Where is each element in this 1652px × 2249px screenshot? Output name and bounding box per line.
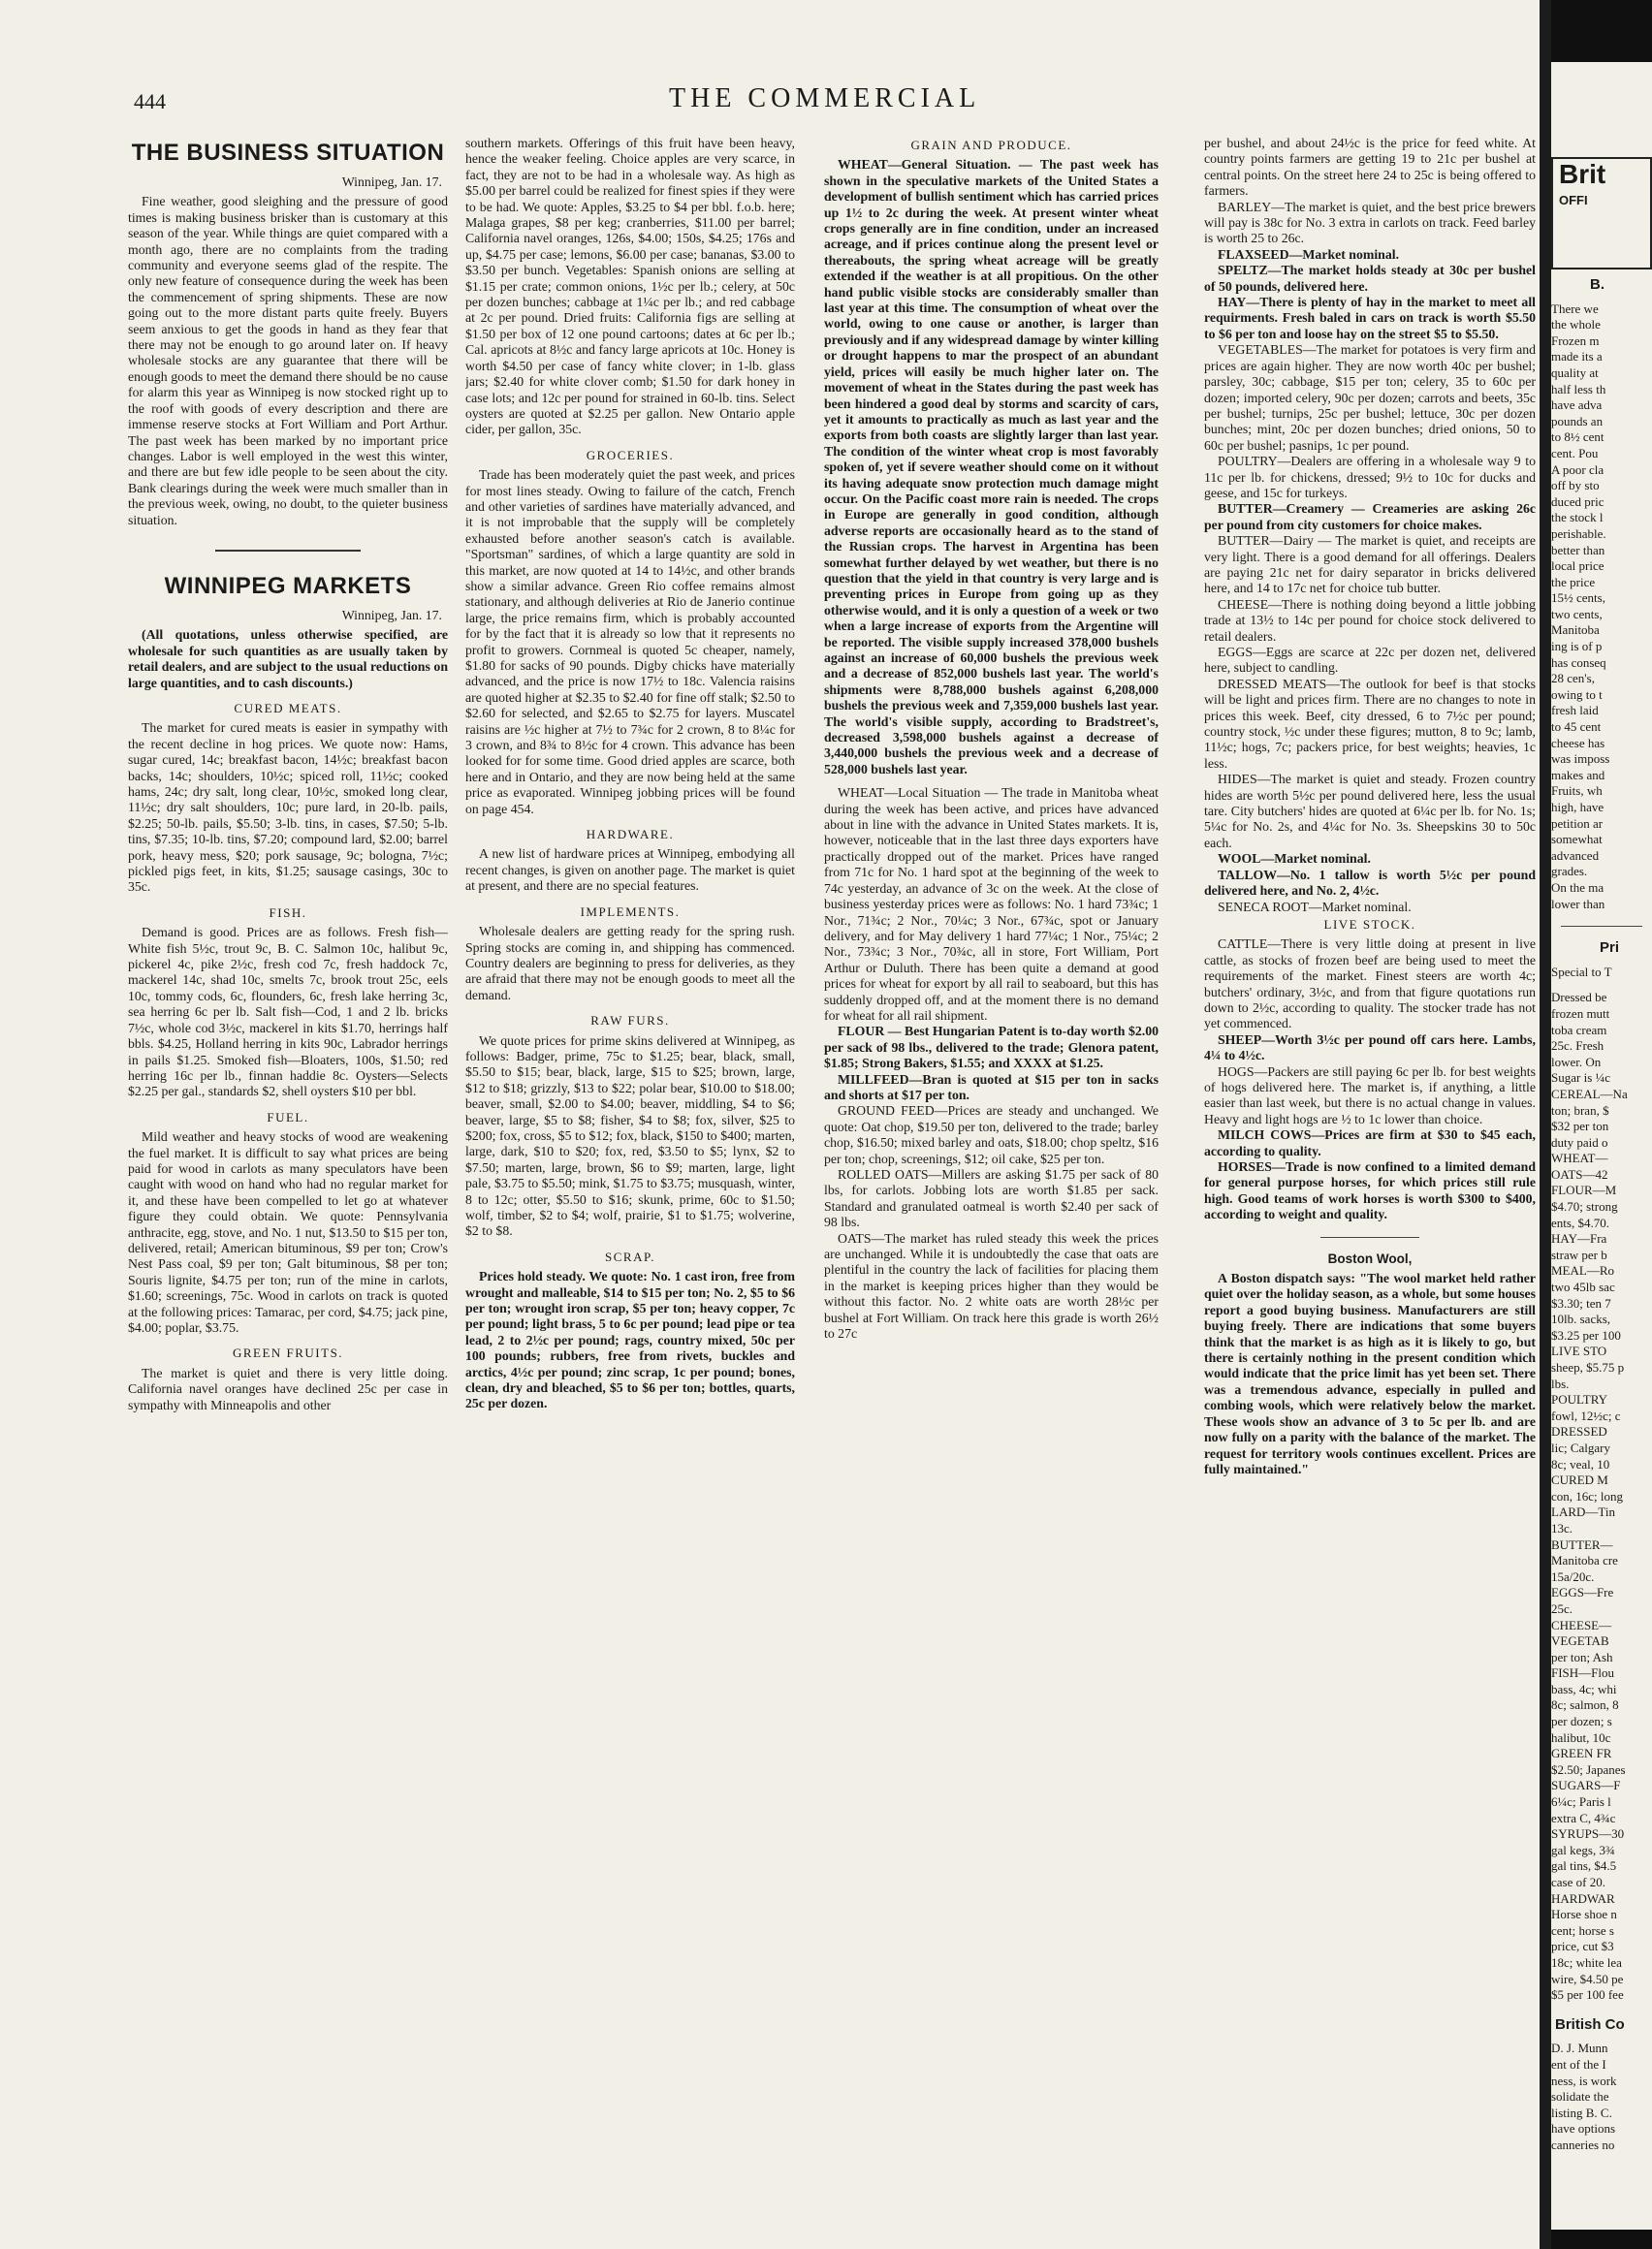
facing-text-line: solidate the (1551, 2089, 1609, 2105)
column-2 (465, 136, 795, 2210)
facing-text-line: Sugar is ¼c (1551, 1070, 1611, 1086)
facing-text-line: to 8½ cent (1551, 429, 1604, 445)
facing-text-line: the stock l (1551, 510, 1604, 525)
facing-text-line: wire, $4.50 pe (1551, 1971, 1624, 1986)
facing-box-title: Brit (1559, 159, 1606, 189)
facing-text-line: POULTRY (1551, 1392, 1608, 1408)
facing-text-line: Manitoba (1551, 622, 1600, 638)
facing-text-line: listing B. C. (1551, 2105, 1612, 2120)
facing-text-line: On the ma (1551, 879, 1604, 895)
cheese-paragraph: CHEESE—There is nothing doing beyond a little jobbing trade at 13½ to 14c per pound for choice stock delivered to retail dealers. (1204, 596, 1536, 644)
facing-text-line: per dozen; s (1551, 1714, 1612, 1729)
facing-text-line: LARD—Tin (1551, 1505, 1615, 1520)
facing-divider (1561, 926, 1642, 927)
flour-paragraph: FLOUR — Best Hungarian Patent is to-day worth $2.00 per sack of 98 lbs., delivered to the trade; Glenora patent, $1.85; Strong Bakers, $1.55; and XXXX at $1.25. (824, 1024, 1159, 1071)
millfeed-paragraph: MILLFEED—Bran is quoted at $15 per ton in sacks and shorts at $17 per ton. (824, 1071, 1159, 1102)
facing-text-line: BUTTER— (1551, 1536, 1613, 1552)
facing-text-line: 8c; veal, 10 (1551, 1456, 1610, 1472)
facing-text-line: perishable. (1551, 525, 1606, 541)
hides-paragraph: HIDES—The market is quiet and steady. Frozen country hides are worth 5½c per pound delivered here, less the usual tare. City butchers' hides are quoted at 6¼c per lb. for No. 1s; 5¼c for No. 2s, and 4¼c for No. 3s. Sheepskins 30 to 50c each. (1204, 772, 1536, 850)
facing-text-line: grades. (1551, 864, 1588, 879)
hay-paragraph: HAY—There is plenty of hay in the market to meet all requirments. Fresh baled in cars on track is worth $5.50 to $6 per ton and loose hay on the street $5 to $5.50. (1204, 295, 1536, 341)
facing-text-line: Dressed be (1551, 990, 1607, 1005)
facing-text-line: D. J. Munn (1551, 2041, 1608, 2056)
facing-text-line: was imposs (1551, 751, 1610, 767)
rolled-oats-paragraph: ROLLED OATS—Millers are asking $1.75 per sack of 80 lbs, for carlots. Jobbing lots are worth $1.85 per sack. Standard and granulated oatmeal is worth $2.40 per sack of 98 lbs. (824, 1167, 1159, 1230)
milch-cows-paragraph: MILCH COWS—Prices are firm at $30 to $45 each, according to quality. (1204, 1127, 1536, 1158)
facing-text-line: fresh laid (1551, 703, 1599, 718)
facing-text-line: ent of the I (1551, 2056, 1606, 2072)
facing-box-subtitle: OFFI (1559, 192, 1588, 207)
facing-text-line: VEGETAB (1551, 1633, 1609, 1649)
facing-text-line: cent; horse s (1551, 1922, 1614, 1938)
facing-text-line: ing is of p (1551, 639, 1603, 654)
page-number: 444 (134, 89, 166, 113)
heading-implements: IMPLEMENTS. (580, 903, 681, 919)
facing-text-line: bass, 4c; whi (1551, 1681, 1617, 1696)
vegetables-paragraph: VEGETABLES—The market for potatoes is very firm and prices are again higher. They are now worth 40c per bushel; parsley, 30c; cabbage, $15 per ton; celery, 35 to 60c per dozen; imported celery, 90c per dozen; carrots and beets, 35c per bushel; turnips, 25c per bushel; lettuce, 30c per dozen bunches; mint, 20c per dozen bunches; dried onions, 50 to 60c per bushel; pasnips, 1c per pound. (1204, 342, 1536, 453)
facing-text-line: fowl, 12½c; c (1551, 1408, 1621, 1423)
section-divider (215, 550, 361, 552)
facing-text-line: petition ar (1551, 815, 1604, 831)
facing-text-line: ness, is work (1551, 2073, 1617, 2088)
cured-meats-paragraph: The market for cured meats is easier in sympathy with the recent decline in hog prices. We quote now: Hams, sugar cured, 14c; breakfast bacon, 14½c; breakfast bacon backs, 14c; shoulders, 10½c; spiced roll, 11½c; cooked hams, 24c; dry salt, long clear, 10½c, smoked long clear, 11½c; dry salt shoulders, 10c; pure lard, in 20-lb. pails, $2.25; 50-lb. pails, $5.50; 3-lb. tins, in cases, $7.50; 5-lb. tins, $7.35; 10-lb. tins, $7.20; compound lard, $2.00; barrel pork, heavy mess, $20; pork sausage, 9c; bologna, 7½c; pickled pigs feet, in kits, $1.25; sausage casings, 30c to 35c. (128, 720, 448, 895)
butter-dairy-paragraph: BUTTER—Dairy — The market is quiet, and receipts are very light. There is a good demand for all offerings. Dealers are paying 21c net for dairy separator in bricks delivered here, and 14 to 17c net for choice tub butter. (1204, 533, 1536, 596)
eggs-paragraph: EGGS—Eggs are scarce at 22c per dozen net, delivered here, subject to candling. (1204, 645, 1536, 676)
facing-text-line: FISH—Flou (1551, 1665, 1615, 1681)
facing-text-line: $2.50; Japanes (1551, 1761, 1626, 1777)
facing-text-line: $4.70; strong (1551, 1199, 1618, 1215)
facing-text-line: 8c; salmon, 8 (1551, 1697, 1619, 1713)
facing-text-line: HAY—Fra (1551, 1231, 1607, 1247)
seneca-paragraph: SENECA ROOT—Market nominal. (1218, 899, 1412, 914)
facing-text-line: $3.25 per 100 (1551, 1327, 1621, 1343)
facing-text-line: has conseq (1551, 654, 1606, 670)
facing-text-line: to 45 cent (1551, 719, 1602, 735)
facing-special-line: Special to T (1551, 964, 1612, 979)
facing-text-line: Fruits, wh (1551, 783, 1603, 799)
quotations-note: (All quotations, unless otherwise specified, are wholesale for such quantities as are usually taken by retail dealers, and are subject to the usual reductions on large quantities, and to cash discounts.) (128, 627, 448, 690)
page-header (0, 83, 1652, 128)
facing-text-line: duty paid o (1551, 1134, 1608, 1150)
heading-fuel: FUEL. (267, 1109, 309, 1124)
facing-text-line: $5 per 100 fee (1551, 1987, 1624, 2003)
poultry-paragraph: POULTRY—Dealers are offering in a wholesale way 9 to 11c per lb. for chickens, dressed; 9½ to 10c for ducks and geese, and 15c for turkeys. (1204, 454, 1536, 500)
speltz-paragraph: SPELTZ—The market holds steady at 30c per bushel of 50 pounds, delivered here. (1204, 263, 1536, 294)
facing-text-line: pounds an (1551, 413, 1604, 428)
heading-raw-furs: RAW FURS. (590, 1013, 670, 1029)
facing-text-line: gal tins, $4.5 (1551, 1858, 1617, 1874)
business-paragraph: Fine weather, good sleighing and the pressure of good times is making business brisker than is customary at this season of the year. While things are quiet compared with a month ago, there are no complaints from the trading community and everyone seems glad of the respite. The only new feature of consequence during the week has been the commencement of spring shipments. These are now going out to the more distant parts quite freely. Buyers seem anxious to get the goods in hand as they fear that there may not be enough to go around later on. If heavy wholesale stocks are any guarantee that there will be enough goods to meet the demand there should be no cause for alarm this year as Winnipeg is now stocked right up to the roof with goods of every description and there are immense reserve stocks at Fort William and Port Arthur. The past week has been marked by no important price changes. Labor is well employed in the west this winter, and there are but few idle people to be seen about the city. Bank clearings during the week were much smaller than in the previous week, owing, no doubt, to the quieter business situation. (128, 194, 448, 527)
facing-text-line: 10lb. sacks, (1551, 1312, 1611, 1327)
facing-text-line: WHEAT— (1551, 1151, 1608, 1166)
facing-text-line: quality at (1551, 364, 1599, 380)
butter-creamery-paragraph: BUTTER—Creamery — Creameries are asking 26c per pound from city customers for choice makes. (1204, 501, 1536, 532)
facing-text-line: case of 20. (1551, 1875, 1605, 1889)
facing-text-line: 28 cen's, (1551, 671, 1595, 686)
facing-text-line: lbs. (1551, 1376, 1570, 1391)
facing-text-line: CEREAL—Na (1551, 1086, 1628, 1101)
heading-grain-produce: GRAIN AND PRODUCE. (910, 138, 1072, 152)
facing-text-line: LIVE STO (1551, 1344, 1607, 1359)
heading-green-fruits: GREEN FRUITS. (232, 1346, 344, 1361)
facing-heading-prices: Pri (1600, 939, 1620, 957)
facing-text-line: cheese has (1551, 735, 1605, 750)
facing-text-line: half less th (1551, 381, 1606, 396)
facing-text-line: HARDWAR (1551, 1890, 1615, 1906)
facing-text-line: 6¼c; Paris l (1551, 1794, 1611, 1810)
implements-paragraph: Wholesale dealers are getting ready for the spring rush. Spring stocks are coming in, and shipping has commenced. Country dealers are beginning to press for deliveries, as they are afraid that there may not be enough goods to meet all the demand. (465, 924, 795, 1002)
facing-text-line: ents, $4.70. (1551, 1215, 1609, 1230)
facing-text-line: lower. On (1551, 1054, 1602, 1069)
facing-text-line: FLOUR—M (1551, 1183, 1617, 1198)
facing-text-line: straw per b (1551, 1247, 1607, 1262)
facing-text-line: ton; bran, $ (1551, 1102, 1609, 1118)
section-divider-small (1320, 1237, 1419, 1238)
hogs-paragraph: HOGS—Packers are still paying 6c per lb. for best weights of hogs delivered here. The market is, if anything, a little easier than last week, but there is no actual change in values. Heavy and light hogs are ½ to 1c lower than choice. (1204, 1063, 1536, 1126)
column-4 (1204, 136, 1536, 2210)
facing-text-line: high, have (1551, 800, 1604, 814)
horses-paragraph: HORSES—Trade is now confined to a limited demand for general purpose horses, for which prices still rule high. Good teams of work horses is worth $300 to $400, according to weight and quality. (1204, 1159, 1536, 1222)
flaxseed-paragraph: FLAXSEED—Market nominal. (1218, 246, 1400, 262)
facing-text-line: cent. Pou (1551, 445, 1599, 460)
green-fruits-continued: southern markets. Offerings of this fruit have been heavy, hence the weaker feeling. Choice apples are very scarce, in fact, they are not to be had in a wholesale way. As high as $5.00 per barrel could be realized for finest spies if they were to be had. We quote: Apples, $3.25 to $4 per bbl. f.o.b. here; Malaga grapes, $8 per keg; cranberries, $11.00 per barrel; California navel oranges, 126s, $4.00; 150s, $4.25; 176s and up, $4.75 per case; lemons, $6.00 per case; bananas, $3.00 to $3.50 per bunch. Vegetables: Spanish onions are selling at $1.15 per crate; common onions, 1½c per lb.; celery, at 50c per dozen bunches; cabbage at 1¼c per lb.; and red cabbage at 2c per pound. Dried fruits: California figs are selling at $1.50 per box of 12 one pound cartoons; dates at 6c per lb.; Cal. apricots at 8½c and fancy large apricots at 10c. Honey is worth $4.50 per case of fancy white clover; in 1-lb. glass jars; $2.40 for white clover comb; $1.50 for dark honey in case lots; and 12c per pound for strained in 60-lb. tins. Select oysters are quoted at $2.25 per gallon. New Ontario apple cider, per gallon, 35c. (465, 136, 795, 437)
publication-title: THE COMMERCIAL (669, 83, 981, 113)
facing-text-block-2 (1551, 990, 1652, 2003)
facing-text-line: $32 per ton (1551, 1119, 1609, 1134)
groceries-paragraph: Trade has been moderately quiet the past week, and prices for most lines steady. Owing to failure of the catch, French and other varieties of sardines have materially advanced, and it is not improbable that the supply will be completely exhausted before another season's catch is available. "Sportsman" sardines, of which a large quantity are sold in this market, are now quoted at 14 to 14½c, and other brands show a similar advance. Green Rio coffee remains almost stationary, and although deliveries at Rio de Janerio continue large, the price remains firm, which is probably accounted for by the fact that it is already so low that it represents no profit to growers. Cornmeal is quoted 5c cheaper, namely, $1.80 for sacks of 90 pounds. Digby chicks have materially advanced, and the price is now 17½ to 18c. Valencia raisins are quoted higher at $2.35 to $2.40 for fine off stalk; $2.50 to $2.60 for selected, and $2.65 to $2.75 for layers. Muscatel raisins are ½c higher at 7½ to 7¾c for 2 crown, 8 to 8¼c for 3 crown, and 8¾ to 8½c for 4 crown. This advance has been looked for for some time. Good dried apples are scarce, both here and in Ontario, and they are now being held at the same price as evaporated. Winnipeg jobbing prices will be found on page 454. (465, 467, 795, 816)
facing-text-line: toba cream (1551, 1022, 1607, 1037)
facing-text-line: extra C, 4¾c (1551, 1810, 1616, 1825)
facing-heading-british: British Co (1555, 2015, 1625, 2033)
barley-continued: per bushel, and about 24½c is the price for feed white. At country points farmers are getting 19 to 21c per bushel at central points. On the street here 24 to 25c is being offered to farmers. (1204, 136, 1536, 199)
facing-text-block-1 (1551, 301, 1652, 913)
facing-text-line: 13c. (1551, 1520, 1573, 1536)
heading-fish: FISH. (269, 904, 307, 920)
facing-text-line: DRESSED (1551, 1424, 1607, 1440)
heading-scrap: SCRAP. (605, 1249, 655, 1264)
facing-text-line: halibut, 10c (1551, 1729, 1611, 1745)
facing-text-line: duced pric (1551, 493, 1604, 509)
cattle-paragraph: CATTLE—There is very little doing at present in live cattle, as stocks of frozen beef are being used to meet the requirements of the market. Finest steers are worth 4c; butchers' ordinary, 3½c, and from that figure quotations run down to 2½c, according to quality. The stocker trade has not yet commenced. (1204, 936, 1536, 1031)
dressed-meats-paragraph: DRESSED MEATS—The outlook for beef is that stocks will be light and prices firm. There are no changes to note in prices this week. Beef, city dressed, 6 to 7½c per pound; country stock, ½c under these figures; mutton, 8 to 9c; lamb, 11½c; hogs, 7c; packers price, for best weights; heavies, 1c less. (1204, 676, 1536, 771)
facing-text-line: two 45lb sac (1551, 1280, 1615, 1295)
facing-text-line: CURED M (1551, 1473, 1608, 1488)
facing-text-line: 25c. Fresh (1551, 1038, 1604, 1054)
facing-text-line: EGGS—Fre (1551, 1585, 1614, 1600)
markets-dateline: Winnipeg, Jan. 17. (341, 607, 442, 622)
page-gutter-shadow (1540, 0, 1551, 2249)
oats-paragraph: OATS—The market has ruled steady this week the prices are unchanged. While it is undoubtedly the case that oats are plentiful in the country the lack of facilities for placing them in the market is keeping prices higher than they would be without this factor. No. 2 white oats are worth 28½c per bushel at Fort William. On track here this grade is worth 26½ to 27c (824, 1230, 1159, 1342)
hardware-paragraph: A new list of hardware prices at Winnipeg, embodying all recent changes, is given on another page. The market is quiet at present, and there are no special features. (465, 846, 795, 894)
facing-text-line: CHEESE— (1551, 1617, 1612, 1632)
raw-furs-paragraph: We quote prices for prime skins delivered at Winnipeg, as follows: Badger, prime, 75c to $1.25; bear, black, small, $5.50 to $15; bear, black, large, $15 to $25; brown, large, $12 to $18; grizzly, $13 to $22; polar bear, $10.00 to $18.00; beaver, small, $2.00 to $4.00; beaver, middling, $4 to $6; beaver, large, $5 to $8; fisher, $4 to $8; fox, silver, $25 to $200; fox, cross, $5 to $12; fox, black, $150 to $400; marten, large, dark, $10 to $20; fox, red, $3.50 to $5; lynx, $2 to $7.50; marten, large, brown, $6 to $9; marten, large, light pale, $3.75 to $5.50; mink, $1.75 to $3.75; musquash, winter, 8 to 12c; otter, $5.50 to $16; skunk, prime, 60c to $1.50; wolf, timber, $2 to $4; wolf, prairie, $1 to $1.75; wolverine, $2 to $8. (465, 1032, 795, 1239)
facing-text-line: local price (1551, 558, 1604, 574)
facing-text-line: better than (1551, 542, 1605, 557)
facing-text-line: There we (1551, 301, 1599, 316)
boston-wool-paragraph: A Boston dispatch says: "The wool market held rather quiet over the holiday season, as a whole, but some houses report a good buying business. Manufacturers are still buying freely. There are indications that some buyers think that the market is as high as it is likely to go, but there is certainly nothing in the present condition which would indicate that the price limit has yet been set. There was a tremendous advance, especially in pulled and combing wools, which were relatively below the market. These wools show an advance of 3 to 5c per lb. and are now fully on a parity with the balance of the market. The request for territory wools continues excellent. Prices are fully maintained." (1204, 1271, 1536, 1476)
heading-live-stock: LIVE STOCK. (1323, 916, 1416, 932)
tallow-paragraph: TALLOW—No. 1 tallow is worth 5½c per pound delivered here, and No. 2, 4½c. (1204, 867, 1536, 899)
facing-text-line: lower than (1551, 896, 1605, 911)
fish-paragraph: Demand is good. Prices are as follows. Fresh fish—White fish 5½c, trout 9c, B. C. Salmon 10c, halibut 9c, pickerel 4c, pike 2½c, fresh cod 7c, fresh haddock 7c, mackerel 14c, shad 10c, smelts 7c, brook trout 25c, eels 10c, tommy cods, 6c, flounders, 6c, fresh lake herring 3c, sea herring 6c per lb. Salt fish—Cod, 1 and 2 lb. bricks 7½c, whole cod 3½c, mackerel in kits $1.70, herrings half bbls. $4.25, Holland herring in kits 90c, Labrador herrings in pails $1.25. Smoked fish—Bloaters, 100s, $1.50; red herring 16c per lb., finnan haddie 8c. Oysters—Selects $2.25 per gal., standards $2, shell oysters $10 per bbl. (128, 925, 448, 1099)
facing-text-line: have options (1551, 2121, 1616, 2137)
ground-feed-paragraph: GROUND FEED—Prices are steady and unchanged. We quote: Oat chop, $19.50 per ton, delivered to the trade; barley chop, $16.50; mixed barley and oats, $18.00; chop speltz, $16 per ton; chop, screenings, $12; oil cake, $25 per ton. (824, 1103, 1159, 1166)
fuel-paragraph: Mild weather and heavy stocks of wood are weakening the fuel market. It is difficult to say what prices are being paid for wood in carlots as many speculators have been caught with wood on hand who had no regular market for it, and these have been compelled to let go at whatever figure they could obtain. We quote: Pennsylvania anthracite, egg, stove, and No. 1 nut, $13.50 to $15 per ton, delivered, retail; American bituminous, $9 per ton; Crow's Nest Pass coal, $9 per ton; Galt bituminous, $8 per ton; Souris lignite, $4.75 per ton; run of the mine in carlots, $1.60; screenings, 75c. Wood in carlots on track is quoted at the following prices: Tamarac, per cord, $4.75; jack pine, $4.00; poplar, $3.75. (128, 1129, 448, 1335)
facing-text-line: OATS—42 (1551, 1166, 1608, 1182)
green-fruits-paragraph: The market is quiet and there is very little doing. California navel oranges have declined 25c per case in sympathy with Minneapolis and other (128, 1365, 448, 1412)
facing-text-line: sheep, $5.75 p (1551, 1360, 1625, 1375)
barley-paragraph: BARLEY—The market is quiet, and the best price brewers will pay is 38c for No. 3 extra in carlots on track. Feed barley is worth 25 to 26c. (1204, 199, 1536, 246)
wheat-general-paragraph: WHEAT—General Situation. — The past week has shown in the speculative markets of the United States a development of bullish sentiment which has carried prices up 1½ to 2c during the week. At present winter wheat crops generally are in fine condition, under an increased acreage, and if prices continue along the present level or thereabouts, the spring wheat acreage will be greatly extended if the weather is at all propitious. On the other hand public visible stocks are considerably smaller than last year at this time. The consumption of wheat over the world, owing to one cause or another, is larger than previously and if any widespread damage by winter killing or drought happens to mar the prospect of an abundant yield, prices will easily be much higher later on. The movement of wheat in the States during the past week has been hindered a good deal by storms and scarcity of cars, yet it amounts to practically as much as last year and the exports from both coasts are slightly larger than last year. The condition of the winter wheat crop is most favorably spoken of, yet if severe weather should come on it without its having adequate snow protection much damage might occur. On the Pacific coast more rain is needed. The crops in Europe are generally in good condition, although adverse reports are occasionally heard as to the stand of the Russian crops. The harvest in Argentina has been somewhat further delayed by wet weather, but there is no question that the yield in that country is very large and is preventing prices in Europe from going up as they otherwise would, and it is only a question of a week or two when a large increase of exports from the Argentine will be reported. The visible supply increased 378,000 bushels against an increase of 60,000 bushels the previous week and a decrease of 852,000 bushels last year. The world's shipments were 8,788,000 bushels against 6,208,000 bushels the previous week and 7,359,000 bushels last year. The world's visible supply, according to Bradstreet's, decreased 3,598,000 bushels against a decrease of 3,440,000 bushels the previous week and a decrease of 528,000 bushels last year. (824, 157, 1159, 776)
heading-boston-wool: Boston Wool, (1327, 1251, 1413, 1266)
facing-text-line: gal kegs, 3¾ (1551, 1842, 1615, 1857)
facing-text-line: owing to t (1551, 686, 1603, 702)
facing-text-line: two cents, (1551, 606, 1603, 621)
facing-text-line: Frozen m (1551, 333, 1600, 348)
facing-text-line: SYRUPS—30 (1551, 1826, 1625, 1842)
facing-text-line: 15a/20c. (1551, 1568, 1595, 1584)
facing-page-column (1551, 136, 1652, 2249)
wheat-local-paragraph: WHEAT—Local Situation — The trade in Manitoba wheat during the week has been active, and prices have advanced about in line with the advance in United States markets. It is, however, noticeable that in the last three days exporters have practically dropped out of the market. Prices have ranged from 71c for No. 1 hard spot at the beginning of the week to 74c yesterday, an advance of 3c on the week. At the close of business yesterday prices were as follows: No. 1 hard 73¾c; 1 Nor., 71¾c; 2 Nor., 70¼c; 3 Nor., 67¾c, spot or January delivery, and for May delivery 1 hard 77¼c; 1 Nor., 75¼c; 2 Nor., 73¾c; 3 Nor., 70¾c, all in store, Fort William, Port Arthur or Duluth. There has been quite a demand at good prices for wheat for export by all rail to seaboard, but this has suddenly dropped off, and at the moment there is no demand for wheat for all rail shipment. (824, 785, 1159, 1023)
facing-text-line: the whole (1551, 317, 1601, 333)
facing-text-line: frozen mutt (1551, 1005, 1610, 1021)
facing-text-line: A poor cla (1551, 461, 1604, 477)
facing-text-line: con, 16c; long (1551, 1488, 1624, 1504)
facing-page-top-shadow (1551, 0, 1652, 62)
heading-business-situation: THE BUSINESS SITUATION (131, 140, 445, 166)
facing-text-line: off by sto (1551, 478, 1600, 493)
facing-text-line: SUGARS—F (1551, 1778, 1621, 1793)
facing-text-line: lic; Calgary (1551, 1440, 1611, 1455)
facing-text-line: advanced (1551, 847, 1600, 863)
scrap-paragraph: Prices hold steady. We quote: No. 1 cast iron, free from wrought and malleable, $14 to $15 per ton; No. 2, $5 to $6 per ton; wrought iron scrap, $5 per ton; heavy copper, 7c per pound; light brass, 5 to 6c per pound; lead pipe or tea lead, 2 to 2½c per pound; rags, country mixed, 50c per 100 pounds; rubbers, free from rivets, buckles and arctics, 4½c per pound; zinc scrap, 1c per pound; bones, clean, dry and bleached, $5 to $6 per ton; bottles, quarts, 25c per dozen. (465, 1269, 795, 1411)
facing-text-line: MEAL—Ro (1551, 1263, 1614, 1279)
column-3 (824, 136, 1159, 2210)
facing-text-line: made its a (1551, 349, 1603, 364)
facing-text-line: somewhat (1551, 832, 1603, 847)
heading-hardware: HARDWARE. (586, 827, 675, 842)
heading-winnipeg-markets: WINNIPEG MARKETS (164, 572, 412, 599)
facing-text-line: $3.30; ten 7 (1551, 1295, 1611, 1311)
heading-cured-meats: CURED MEATS. (234, 700, 342, 715)
column-1 (128, 136, 448, 2210)
business-dateline: Winnipeg, Jan. 17. (341, 174, 442, 189)
facing-text-line: canneries no (1551, 2137, 1615, 2152)
wool-paragraph: WOOL—Market nominal. (1218, 851, 1371, 867)
facing-text-line: the price (1551, 574, 1596, 589)
facing-text-line: Manitoba cre (1551, 1553, 1618, 1568)
facing-text-line: price, cut $3 (1551, 1939, 1614, 1954)
facing-text-block-3 (1551, 2041, 1652, 2153)
heading-groceries: GROCERIES. (586, 447, 675, 462)
facing-text-line: makes and (1551, 767, 1605, 782)
sheep-paragraph: SHEEP—Worth 3½c per pound off cars here. Lambs, 4¼ to 4½c. (1204, 1031, 1536, 1063)
facing-text-line: Horse shoe n (1551, 1907, 1617, 1922)
facing-text-line: have adva (1551, 397, 1603, 413)
facing-text-line: 25c. (1551, 1600, 1573, 1616)
facing-page-title-box (1551, 157, 1652, 269)
facing-text-line: GREEN FR (1551, 1746, 1612, 1761)
facing-text-line: 18c; white lea (1551, 1954, 1622, 1970)
facing-byline: B. (1590, 276, 1604, 293)
facing-text-line: 15½ cents, (1551, 590, 1605, 606)
facing-text-line: per ton; Ash (1551, 1649, 1613, 1664)
